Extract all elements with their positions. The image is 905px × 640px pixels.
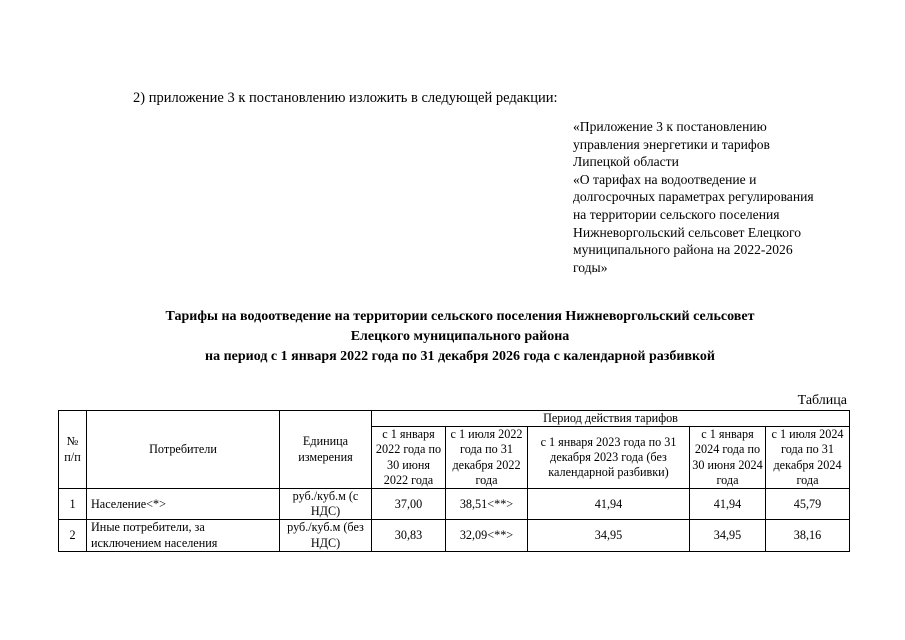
heading-line: Тарифы на водоотведение на территории сельского поселения Нижневоргольский сельсовет: [165, 309, 755, 324]
table-row: [59, 520, 850, 551]
document-heading: [60, 307, 860, 367]
appendix-line: Нижневоргольский сельсовет Елецкого: [573, 224, 802, 240]
row-consumer: Иные потребители, за исключением населения: [87, 520, 280, 551]
tariff-value: 37,00: [372, 489, 446, 520]
header-unit: Единица измерения: [280, 411, 372, 489]
appendix-line: долгосрочных параметрах регулирования: [573, 189, 814, 205]
tariff-value: 32,09<**>: [446, 520, 528, 551]
header-period-cell: с 1 июля 2022 года по 31 декабря 2022 года: [446, 427, 528, 489]
appendix-line: «О тарифах на водоотведение и: [573, 171, 757, 187]
row-number: 2: [59, 520, 87, 551]
appendix-line: «Приложение 3 к постановлению: [573, 119, 767, 134]
tariff-table: [58, 410, 850, 552]
tariff-value: 30,83: [372, 520, 446, 551]
header-period: Период действия тарифов: [372, 411, 850, 427]
row-number: 1: [59, 489, 87, 520]
amendment-item: 2) приложение 3 к постановлению изложить в следующей редакции:: [133, 90, 558, 106]
appendix-line: Липецкой области: [573, 154, 679, 170]
tariff-value: 41,94: [528, 489, 690, 520]
header-period-cell: с 1 января 2024 года по 30 июня 2024 года: [690, 427, 766, 489]
table-row: [59, 489, 850, 520]
tariff-value: 45,79: [766, 489, 850, 520]
row-unit: руб./куб.м (без НДС): [280, 520, 372, 551]
heading-line: Елецкого муниципального района: [350, 329, 570, 344]
header-number: № п/п: [59, 411, 87, 489]
header-period-cell: с 1 января 2023 года по 31 декабря 2023 года (без календарной разбивки): [528, 427, 690, 489]
appendix-line: годы»: [573, 259, 608, 275]
appendix-line: на территории сельского поселения: [573, 206, 780, 222]
tariff-value: 34,95: [528, 520, 690, 551]
header-period-cell: с 1 января 2022 года по 30 июня 2022 года: [372, 427, 446, 489]
row-consumer: Население<*>: [87, 489, 280, 520]
tariff-value: 41,94: [690, 489, 766, 520]
appendix-reference: [573, 118, 863, 276]
appendix-line: управления энергетики и тарифов: [573, 136, 770, 152]
header-consumers: Потребители: [87, 411, 280, 489]
heading-line: на период с 1 января 2022 года по 31 декабря 2026 года с календарной разбивкой: [205, 349, 715, 364]
tariff-value: 38,16: [766, 520, 850, 551]
tariff-value: 34,95: [690, 520, 766, 551]
table-label: Таблица: [797, 393, 847, 408]
appendix-line: муниципального района на 2022-2026: [573, 242, 793, 258]
header-period-cell: с 1 июля 2024 года по 31 декабря 2024 года: [766, 427, 850, 489]
row-unit: руб./куб.м (с НДС): [280, 489, 372, 520]
tariff-value: 38,51<**>: [446, 489, 528, 520]
